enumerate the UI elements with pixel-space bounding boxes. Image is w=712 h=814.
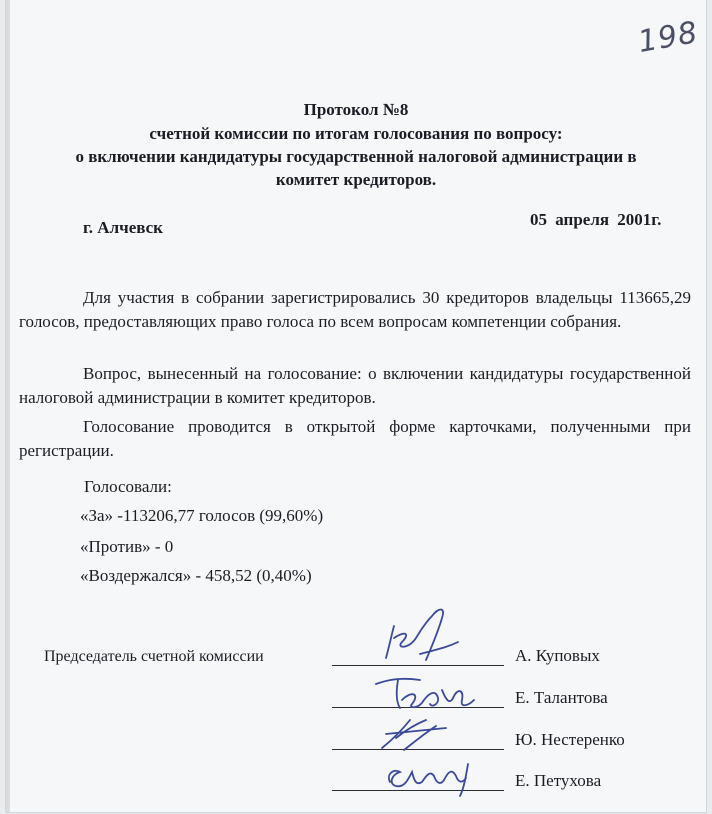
date: 05 апреля 2001г.	[530, 210, 662, 229]
document-page	[6, 0, 706, 812]
paragraph-registration: Для участия в собрании зарегистрировались 30 кредиторов владельцы 113665,29 голосов, предоставляющих право голоса по всем вопросам компетенции собрания.	[19, 288, 691, 331]
protocol-subtitle-line-1: счетной комиссии по итогам голосования по вопросу:	[149, 124, 563, 143]
vote-abstain: «Воздержался» - 458,52 (0,40%)	[80, 566, 312, 585]
vote-against: «Против» - 0	[80, 537, 174, 556]
handwritten-page-number: 198	[635, 15, 701, 60]
vote-for: «За» -113206,77 голосов (99,60%)	[80, 506, 324, 525]
place: г. Алчевск	[83, 218, 163, 237]
chair-label: Председатель счетной комиссии	[44, 648, 264, 665]
signature-4	[346, 728, 506, 798]
signatory-name-3: Ю. Нестеренко	[515, 730, 625, 749]
signatory-name-2: Е. Талантова	[515, 688, 608, 707]
voting-label: Голосовали:	[84, 477, 172, 496]
page-edge	[6, 0, 10, 812]
signatory-name-1: А. Куповых	[515, 646, 600, 665]
protocol-title: Протокол №8	[303, 100, 409, 119]
paragraph-question: Вопрос, вынесенный на голосование: о включении кандидатуры государственной налоговой администрации в комитет кредиторов.	[19, 364, 691, 407]
signatory-name-4: Е. Петухова	[515, 771, 602, 790]
protocol-subtitle-line-3: комитет кредиторов.	[275, 170, 437, 189]
protocol-subtitle-line-2: о включении кандидатуры государственной налоговой администрации в	[75, 147, 637, 166]
paragraph-voting-form: Голосование проводится в открытой форме карточками, полученными при регистрации.	[19, 417, 691, 460]
